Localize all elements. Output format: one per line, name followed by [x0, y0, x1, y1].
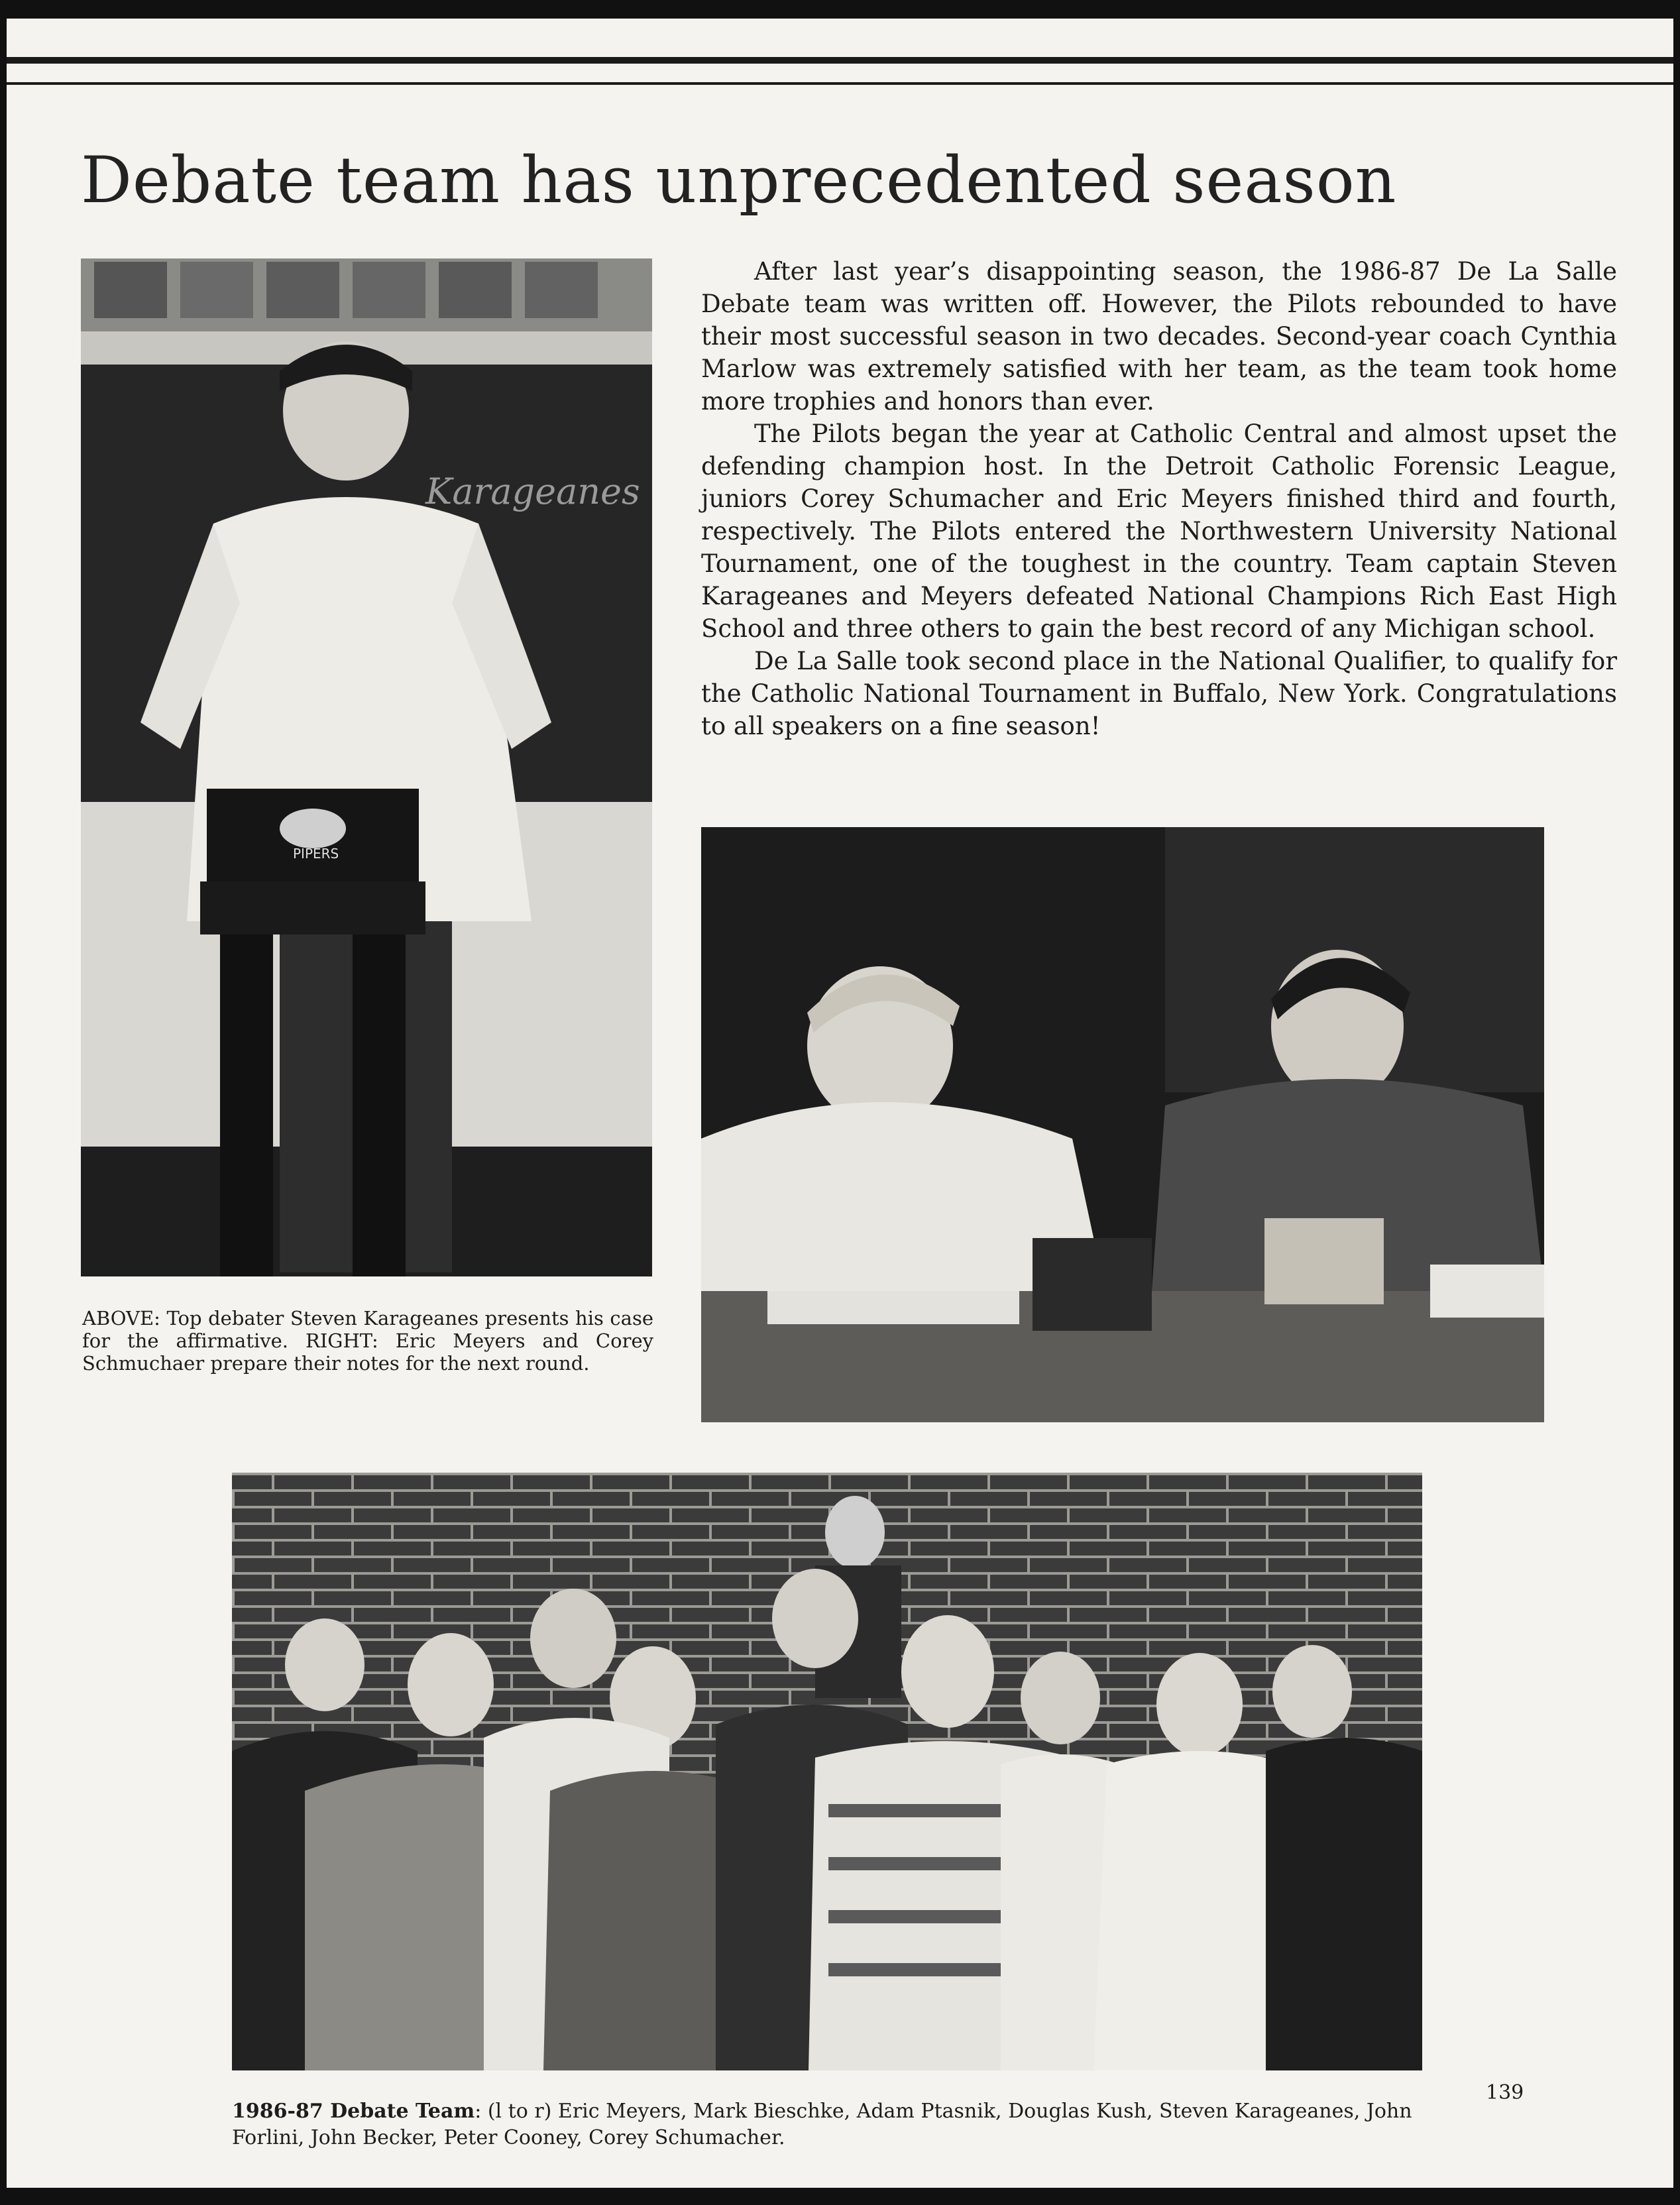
page-border-bottom [0, 2188, 1680, 2205]
page-number: 139 [1486, 2081, 1524, 2104]
caption-team-names: : (l to r) Eric Meyers, Mark Bieschke, Adam Ptasnik, Douglas Kush, Steven Karageanes, John Forlini, John Becker, Peter Cooney, Corey Schumacher. [232, 2100, 1412, 2149]
page-border-top [0, 0, 1680, 19]
chalkboard-writing: Karageanes [425, 471, 640, 512]
page-border-left [0, 0, 7, 2205]
article-paragraph: The Pilots began the year at Catholic Central and almost upset the defending champion host. In the Detroit Catholic Forensic League, juniors Corey Schumacher and Eric Meyers finished third and fourth, respectively. The Pilots entered the Northwestern University National Tournament, one of the toughest in the country. Team captain Steven Karageanes and Meyers defeated National Champions Rich East High School and three others to gain the best record of any Michigan school. [701, 420, 1617, 643]
header-rule-thin [7, 82, 1673, 85]
photo-debate-team-group [232, 1473, 1422, 2070]
page-border-right [1673, 0, 1680, 2205]
header-rule-thick [7, 57, 1673, 64]
caption-team-photo [232, 2098, 1425, 2151]
article-paragraph: After last year’s disappointing season, the 1986-87 De La Salle Debate team was written off. However, the Pilots rebounded to have their most successful season in two decades. Second-year coach Cynthia Marlow was extremely satisfied with her team, as the team took home more trophies and honors than ever. [701, 257, 1617, 416]
photo-students-preparing-notes [701, 827, 1544, 1422]
article-body [701, 255, 1617, 742]
caption-left-photos: ABOVE: Top debater Steven Karageanes presents his case for the affirmative. RIGHT: Eric Meyers and Corey Schmuchaer prepare their notes for the next round. [82, 1307, 653, 1375]
article-paragraph: De La Salle took second place in the National Qualifier, to qualify for the Catholic National Tournament in Buffalo, New York. Congratulations to all speakers on a fine season! [701, 647, 1617, 740]
page-headline: Debate team has unprecedented season [81, 143, 1397, 217]
podium-emblem-text: PIPERS [293, 846, 339, 862]
caption-team-label: 1986-87 Debate Team [232, 2100, 475, 2123]
photo-debater-at-podium [81, 258, 652, 1276]
